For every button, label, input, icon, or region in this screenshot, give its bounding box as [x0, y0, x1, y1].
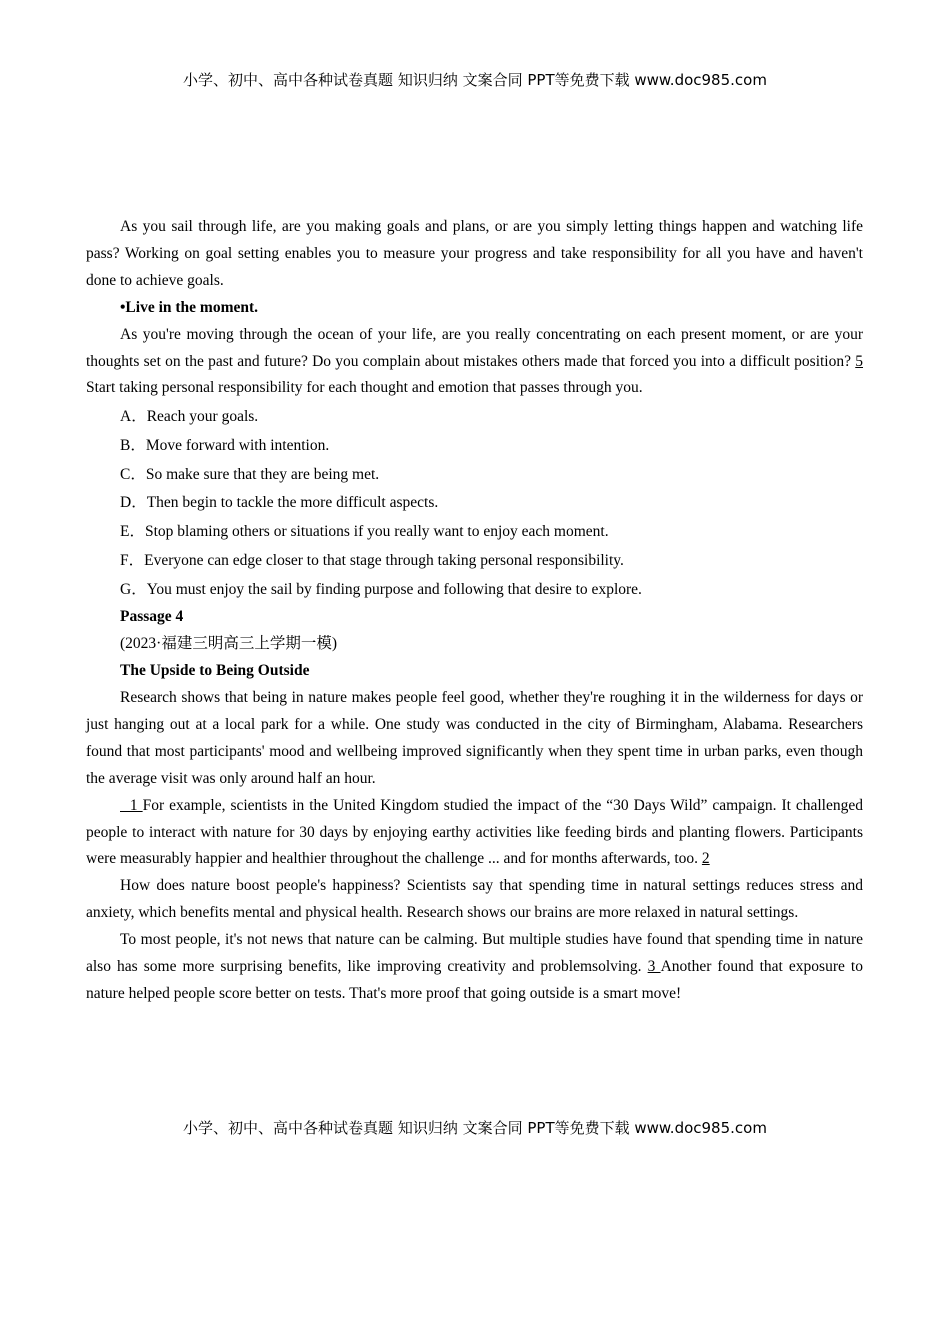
- passage-label: Passage 4: [120, 608, 184, 626]
- paragraph-moment-text-a: As you're moving through the ocean of your life, are you really concentrating on each present moment, or are your thoughts set on the past and future? Do you complain about mistakes others made that forced you into a difficult position?: [86, 325, 863, 370]
- paragraph-benefits-text-b: Another found that exposure to nature helped people score better on tests. That's more proof that going outside is a smart move!: [86, 958, 863, 1002]
- paragraph-benefits-text-a: To most people, it's not news that nature can be calming. But multiple studies have found that spending time in nature also has some more surprising benefits, like improving creativity and problemsolving.: [86, 931, 863, 976]
- paragraph-goals: As you sail through life, are you making goals and plans, or are you simply letting things happen and watching life pass? Working on goal setting enables you to measure your progress and take responsibility for all you have and haven't done to achieve goals.: [86, 218, 863, 289]
- document-body: [86, 214, 863, 1008]
- paragraph-how: How does nature boost people's happiness? Scientists say that spending time in natural settings reduces stress and anxiety, which benefits mental and physical health. Research shows our brains are more relaxed in natural settings.: [86, 877, 863, 922]
- page-header: 小学、初中、高中各种试卷真题 知识归纳 文案合同 PPT等免费下载 www.doc985.com: [183, 71, 767, 89]
- option-d: D．Then begin to tackle the more difficult aspects.: [120, 494, 439, 512]
- option-a: A．Reach your goals.: [120, 408, 259, 426]
- passage-title: The Upside to Being Outside: [120, 662, 310, 680]
- paragraph-example-text: For example, scientists in the United Kingdom studied the impact of the “30 Days Wild” campaign. It challenged people to interact with nature for 30 days by enjoying earthy activities like feeding birds and planting flowers. Participants were measurably happier and healthier throughout the challenge ... and for months afterwards, too.: [86, 796, 863, 868]
- paragraph-moment: [86, 322, 863, 403]
- option-f: F．Everyone can edge closer to that stage through taking personal responsibility.: [120, 551, 624, 569]
- blank-5: 5: [855, 352, 863, 370]
- blank-3: 3: [647, 958, 661, 976]
- heading-live-in-moment: •Live in the moment.: [120, 298, 259, 316]
- option-e: E．Stop blaming others or situations if you really want to enjoy each moment.: [120, 523, 609, 541]
- passage-source: (2023·福建三明高三上学期一模): [120, 635, 337, 653]
- paragraph-moment-text-b: Start taking personal responsibility for each thought and emotion that passes through you.: [86, 379, 643, 397]
- blank-1: 1: [120, 796, 143, 814]
- options-list: [86, 403, 863, 604]
- option-c: C．So make sure that they are being met.: [120, 465, 380, 483]
- page-footer: 小学、初中、高中各种试卷真题 知识归纳 文案合同 PPT等免费下载 www.doc985.com: [183, 1119, 767, 1137]
- paragraph-example: [86, 793, 863, 874]
- option-g: G．You must enjoy the sail by finding purpose and following that desire to explore.: [120, 580, 642, 598]
- paragraph-research: Research shows that being in nature makes people feel good, whether they're roughing it in the wilderness for days or just hanging out at a local park for a while. One study was conducted in the city of Birmingham, Alabama. Researchers found that most participants' mood and wellbeing improved significantly when they spent time in urban parks, even though the average visit was only around half an hour.: [86, 688, 863, 787]
- blank-2: 2: [701, 850, 710, 868]
- paragraph-benefits: [86, 927, 863, 1008]
- option-b: B．Move forward with intention.: [120, 437, 330, 455]
